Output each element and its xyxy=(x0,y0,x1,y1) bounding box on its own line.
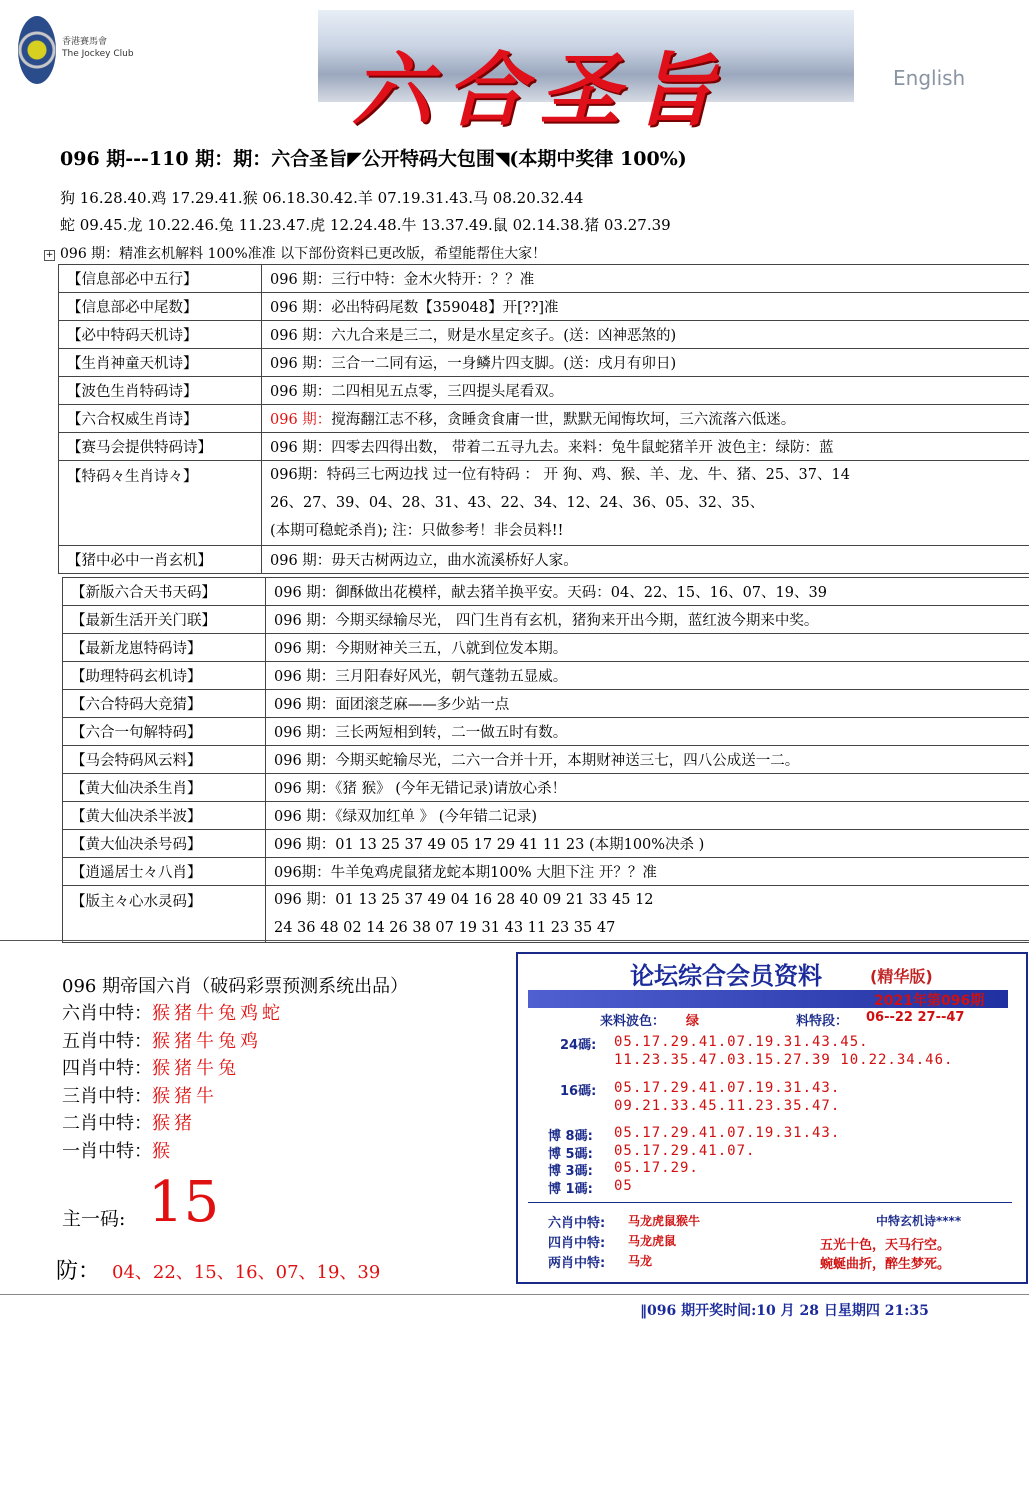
table-row xyxy=(63,578,1029,606)
row-label: 【波色生肖特码诗】 xyxy=(59,377,262,405)
row-content-text: 096 期：三合一二同有运，一身鳞片四支脚。(送：戌月有卯日) xyxy=(270,356,677,372)
table-row xyxy=(63,662,1029,690)
row-content-text: 096 期：六九合来是三二，财是水星定亥子。(送：凶神恶煞的) xyxy=(270,328,677,344)
table-row xyxy=(63,634,1029,662)
b1-label: 博 1碼: xyxy=(548,1182,593,1197)
row-label: 【生肖神童天机诗】 xyxy=(59,349,262,377)
row-content-text: 096 期：三长两短相到转，二一做五时有数。 xyxy=(274,725,568,741)
forum-edition: (精华版) xyxy=(870,967,933,986)
row-content-text: 096 期：《绿双加红单 》 (今年错二记录) xyxy=(274,809,538,825)
row-label: 【六合权威生肖诗】 xyxy=(59,405,262,433)
row-content-text: 096 期：《猪 猴》 (今年无错记录)请放心杀！ xyxy=(274,781,567,797)
data-table-2 xyxy=(62,577,1029,943)
wave-value: 绿 xyxy=(686,1014,700,1029)
poem-title: 中特玄机诗**** xyxy=(876,1214,962,1228)
forum-period: 2021年第096期 xyxy=(874,993,985,1009)
table-row xyxy=(59,377,1029,405)
row-content-text: 096 期：今期买蛇输尽光，二六一合并十开，本期财神送三七，四八公成送一二。 xyxy=(274,753,800,769)
row-label: 【必中特码天机诗】 xyxy=(59,321,262,349)
table-row xyxy=(63,718,1029,746)
c16-line-1: 05.17.29.41.07.19.31.43. xyxy=(614,1080,841,1096)
six-row-label: 六肖中特： xyxy=(62,1003,152,1024)
b8-value: 05.17.29.41.07.19.31.43. xyxy=(614,1125,841,1141)
row-content xyxy=(262,349,1029,377)
row-label: 【最新生活开关门联】 xyxy=(63,606,266,634)
b3-label: 博 3碼: xyxy=(548,1164,593,1179)
six-row-label: 一肖中特： xyxy=(62,1140,152,1162)
row-label: 【赛马会提供特码诗】 xyxy=(59,433,262,461)
row-content xyxy=(262,377,1029,405)
table-move-handle-icon[interactable]: + xyxy=(45,250,54,260)
table-row xyxy=(59,293,1029,321)
c16-label: 16碼: xyxy=(560,1084,597,1099)
row-label: 【逍遥居士々八肖】 xyxy=(63,858,266,886)
six-row xyxy=(62,999,284,1025)
main-code: 15 xyxy=(148,1170,220,1235)
row-label: 【马会特码风云料】 xyxy=(63,746,266,774)
row-content xyxy=(262,293,1029,321)
table-row xyxy=(59,433,1029,461)
special-line-3: (本期可稳蛇杀肖); 注：只做参考！非会员料!! xyxy=(270,523,564,539)
row-content-period: 096 期： xyxy=(270,412,332,428)
b3-value: 05.17.29. xyxy=(614,1160,699,1176)
row-content xyxy=(266,774,1029,802)
six-row-label: 四肖中特： xyxy=(62,1058,152,1079)
row-content xyxy=(266,886,1029,943)
row-content xyxy=(262,265,1029,293)
six-row xyxy=(62,1054,240,1080)
six-row-label: 三肖中特： xyxy=(62,1085,152,1107)
fang-value: 04、22、15、16、07、19、39 xyxy=(112,1262,381,1283)
table-row xyxy=(63,802,1029,830)
six-row-label: 二肖中特： xyxy=(62,1113,152,1134)
divider xyxy=(0,940,1029,941)
jockey-club-logo xyxy=(18,16,56,84)
b8-label: 博 8碼: xyxy=(548,1129,593,1144)
table-row xyxy=(59,349,1029,377)
row-content-text: 搅海翻江志不移，贪睡贪食庸一世，默默无闻悔坎坷，三六流落六低迷。 xyxy=(331,412,796,428)
s6-label: 六肖中特: xyxy=(548,1216,606,1231)
row-content-text: 096 期：今期财神关三五，八就到位发本期。 xyxy=(274,641,568,657)
special-line-1: 096期：特码三七两边找 过一位有特码 ： 开 狗、鸡、猴、羊、龙、牛、猪、25、37、14 xyxy=(270,467,850,483)
data-table-1 xyxy=(58,264,1029,574)
row-label: 【最新龙崽特码诗】 xyxy=(63,634,266,662)
fang-label: 防： xyxy=(56,1259,101,1284)
c16-line-2: 09.21.33.45.11.23.35.47. xyxy=(614,1098,841,1114)
segment-value: 06--22 27--47 xyxy=(866,1010,965,1025)
row-content xyxy=(266,606,1029,634)
b5-value: 05.17.29.41.07. xyxy=(614,1143,756,1159)
row-content xyxy=(262,433,1029,461)
b5-label: 博 5碼: xyxy=(548,1147,593,1162)
table-row xyxy=(59,321,1029,349)
row-content xyxy=(262,321,1029,349)
poem-line-1: 五光十色，天马行空。 xyxy=(820,1238,951,1253)
row-content xyxy=(262,405,1029,433)
row-content-text: 096 期：三月阳春好风光，朝气蓬勃五显威。 xyxy=(274,669,568,685)
row-label: 【黄大仙决杀生肖】 xyxy=(63,774,266,802)
special-line-2: 26、27、39、04、28、31、43、22、34、12、24、36、05、32、35、 xyxy=(270,495,765,511)
page-title: 六合圣旨 xyxy=(352,43,728,137)
row-content-text: 096 期：必出特码尾数【359048】开[??]准 xyxy=(270,300,559,316)
six-row xyxy=(62,1109,196,1135)
draw-time: ‖096 期开奖时间:10 月 28 日星期四 21:35 xyxy=(640,1303,929,1319)
six-row-value: 猴猪牛兔鸡 xyxy=(152,1030,262,1052)
forum-title: 论坛综合会员资料 xyxy=(630,962,822,990)
s4-label: 四肖中特: xyxy=(548,1236,606,1251)
row-content xyxy=(266,662,1029,690)
row-content xyxy=(266,718,1029,746)
six-row-value: 猴 xyxy=(152,1140,174,1162)
row-label: 【六合一句解特码】 xyxy=(63,718,266,746)
headline: 096 期---110 期：期：六合圣旨◤公开特码大包围◥(本期中奖律 100%) xyxy=(60,148,687,170)
b1-value: 05 xyxy=(614,1178,633,1194)
intro-text: 096 期：精准玄机解料 100%准准 以下部份资料已更改版，希望能帮住大家！ xyxy=(60,246,547,262)
six-row-value: 猴猪 xyxy=(152,1113,196,1134)
six-row-value: 猴猪牛兔 xyxy=(152,1058,240,1079)
table-row xyxy=(59,405,1029,433)
table-row xyxy=(59,461,1029,546)
table-row xyxy=(63,830,1029,858)
s2-label: 两肖中特: xyxy=(548,1256,606,1271)
row-label: 【助理特码玄机诗】 xyxy=(63,662,266,690)
row-label: 【黄大仙决杀号码】 xyxy=(63,830,266,858)
c24-line-2: 11.23.35.47.03.15.27.39 10.22.34.46. xyxy=(614,1052,954,1068)
row-content xyxy=(266,858,1029,886)
row-label: 【猪中必中一肖玄机】 xyxy=(59,546,262,574)
row-content xyxy=(266,746,1029,774)
table-row xyxy=(59,546,1029,574)
row-content-text: 096 期：今期买绿输尽光， 四门生肖有玄机，猪狗来开出今期，蓝红波今期来中奖。 xyxy=(274,613,819,629)
logo-caption xyxy=(62,36,134,60)
english-link[interactable]: English xyxy=(893,66,966,90)
s6-value: 马龙虎鼠猴牛 xyxy=(628,1214,701,1228)
six-title: 096 期帝国六肖（破码彩票预测系统出品） xyxy=(62,976,409,997)
row-content-text: 096期：牛羊兔鸡虎鼠猪龙蛇本期100% 大胆下注 开？？准 xyxy=(274,865,657,881)
row-label: 【信息部必中五行】 xyxy=(59,265,262,293)
row-content xyxy=(266,634,1029,662)
table-row xyxy=(63,690,1029,718)
table-row xyxy=(63,746,1029,774)
row-content-text: 096 期：三行中特：金木火特开：？？准 xyxy=(270,272,535,288)
six-row-value: 猴猪牛兔鸡蛇 xyxy=(152,1003,284,1024)
table-row xyxy=(63,858,1029,886)
row-label: 【新版六合天书天码】 xyxy=(63,578,266,606)
table-row xyxy=(63,886,1029,943)
six-row xyxy=(62,1137,174,1163)
row-content-text: 096 期：二四相见五点零，三四提头尾看双。 xyxy=(270,384,564,400)
logo-text-english: The Jockey Club xyxy=(62,49,134,59)
row-content xyxy=(266,830,1029,858)
footer-divider xyxy=(0,1294,1029,1295)
c24-label: 24碼: xyxy=(560,1038,597,1053)
forum-divider xyxy=(528,1202,1012,1203)
row-label: 【黄大仙决杀半波】 xyxy=(63,802,266,830)
six-row-label: 五肖中特： xyxy=(62,1030,152,1052)
six-row-value: 猴猪牛 xyxy=(152,1085,218,1107)
row-content xyxy=(262,461,1029,546)
row-content xyxy=(266,690,1029,718)
s4-value: 马龙虎鼠 xyxy=(628,1234,677,1248)
last-line-1: 096 期：01 13 25 37 49 04 16 28 40 09 21 33 45 12 xyxy=(274,892,654,908)
wave-label: 来料波色： xyxy=(600,1014,666,1029)
row-label: 【版主々心水灵码】 xyxy=(63,886,266,943)
six-row xyxy=(62,1082,218,1108)
main-code-label: 主一码: xyxy=(62,1208,126,1230)
table-row xyxy=(59,265,1029,293)
row-content: 096 期：毋天古树两边立，曲水流溪桥好人家。 xyxy=(262,546,1029,574)
row-content-text: 096 期：01 13 25 37 49 05 17 29 41 11 23 (本期100%决杀 ) xyxy=(274,837,705,853)
row-content xyxy=(266,578,1029,606)
row-label: 【信息部必中尾数】 xyxy=(59,293,262,321)
zodiac-line-1: 狗 16.28.40.鸡 17.29.41.猴 06.18.30.42.羊 07.19.31.43.马 08.20.32.44 xyxy=(60,189,584,207)
s2-value: 马龙 xyxy=(628,1254,653,1268)
six-row xyxy=(62,1027,262,1053)
table-row xyxy=(63,774,1029,802)
poem-line-2: 蜿蜒曲折，醉生梦死。 xyxy=(820,1257,951,1272)
row-label: 【特码々生肖诗々】 xyxy=(59,461,262,546)
last-line-2: 24 36 48 02 14 26 38 07 19 31 43 11 23 35 47 xyxy=(274,920,616,936)
row-label: 【六合特码大竞猜】 xyxy=(63,690,266,718)
table-row xyxy=(63,606,1029,634)
row-content-text: 096 期：四零去四得出数， 带着二五寻九去。来料：兔牛鼠蛇猪羊开 波色主：绿防：蓝 xyxy=(270,440,834,456)
row-content-text: 096 期：御酥做出花模样，献去猪羊换平安。天码：04、22、15、16、07、19、39 xyxy=(274,585,827,601)
zodiac-line-2: 蛇 09.45.龙 10.22.46.兔 11.23.47.虎 12.24.48.牛 13.37.49.鼠 02.14.38.猪 03.27.39 xyxy=(60,216,671,234)
logo-text-chinese: 香港賽馬會 xyxy=(62,37,108,47)
c24-line-1: 05.17.29.41.07.19.31.43.45. xyxy=(614,1034,869,1050)
segment-label: 料特段： xyxy=(796,1014,849,1029)
row-content xyxy=(266,802,1029,830)
row-content-text: 096 期：面团滚芝麻——多少站一点 xyxy=(274,697,510,713)
